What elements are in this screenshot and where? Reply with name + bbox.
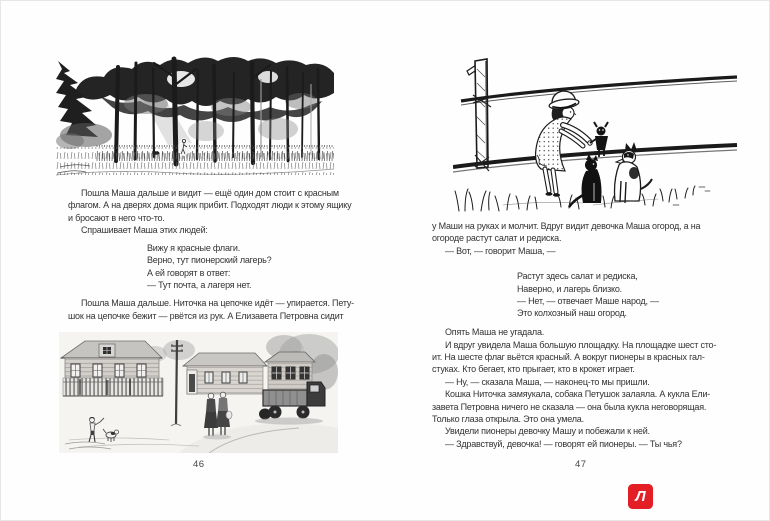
text-line: огороде растут салат и редиска.: [432, 233, 562, 244]
text-line: Наверно, и лагерь близко.: [517, 283, 622, 294]
understory: [258, 118, 298, 140]
cat: [569, 154, 602, 207]
text-line: завета Петровна ничего не сказала — она была кукла неговорящая.: [432, 401, 707, 412]
text-line: А ей говорят в ответ:: [147, 267, 231, 278]
page-number-right: 47: [575, 459, 587, 470]
text-line: ит. На шесте флаг вьётся красный. А вокруг пионеры в красных гал-: [432, 352, 705, 363]
text-line: и бросают в него что-то.: [68, 212, 165, 223]
text-line: — Нет, — отвечает Маше народ, —: [517, 295, 659, 306]
logo-letter: Л: [635, 488, 646, 505]
text-line: Пошла Маша дальше. Ниточка на цепочке идёт — упирается. Пету-: [81, 298, 354, 309]
left-page-text: [68, 187, 354, 322]
text-line: Верно, тут пионерский лагерь?: [147, 255, 272, 266]
text-line: — Ну, — сказала Маша, — наконец-то мы пришли.: [445, 376, 650, 387]
text-line: шок на цепочке бежит — рвётся из рук. А Елизавета Петровна сидит: [68, 310, 344, 321]
tree-canopy: [74, 57, 334, 122]
girl-fence-svg: [453, 55, 738, 212]
mid-foliage: [285, 93, 317, 109]
text-line: — Вот, — говорит Маша, —: [445, 245, 556, 256]
right-page-text: [432, 220, 734, 450]
labirint-watermark-logo: [628, 484, 653, 509]
text-line: Вижу я красные флаги.: [147, 243, 240, 254]
mid-foliage: [211, 98, 251, 116]
left-house: [61, 341, 163, 396]
understory: [188, 121, 224, 141]
text-line: Опять Маша не угадала.: [445, 327, 545, 338]
text-line: — Здравствуй, девочка! — говорят ей пионеры. — Ты чья?: [445, 438, 682, 449]
small-figure: [179, 138, 189, 156]
small-animal: [153, 151, 160, 155]
upper-rail: [461, 77, 737, 107]
text-line: Это колхозный наш огород.: [517, 308, 627, 319]
text-line: — Тут почта, а лагеря нет.: [147, 280, 252, 291]
page-number-left: 46: [193, 459, 205, 470]
village-scene-svg: [59, 332, 338, 453]
fence-post: [467, 59, 488, 168]
forest-scene-svg: [56, 49, 334, 181]
text-line: Только глаза открыла. Это она умела.: [432, 413, 584, 424]
mid-foliage: [124, 94, 168, 114]
forest-illustration: [56, 49, 334, 181]
bushes: [56, 133, 84, 149]
grass: [96, 145, 334, 163]
text-line: Пошла Маша дальше и видит — ещё один дом стоит с красным: [81, 188, 339, 198]
text-line: флагом. А на дверях дома ящик прибит. Подходят люди к этому ящику: [68, 200, 352, 211]
girl-fence-illustration: [453, 55, 738, 212]
text-line: Кошка Ниточка замяукала, собака Петушок залаяла. А кукла Ели-: [445, 389, 711, 400]
middle-house: [183, 353, 267, 394]
text-line: стуках. Кто бегает, кто прыгает, кто в крокет играет.: [432, 364, 635, 375]
text-line: Растут здесь салат и редиска,: [517, 271, 638, 282]
text-line: И вдруг увидела Маша большую площадку. На площадке шест сто-: [445, 339, 717, 350]
text-line: Спрашивает Маша этих людей:: [81, 225, 208, 236]
village-illustration: [59, 332, 338, 453]
text-line: у Маши на руках и молчит. Вдруг видит девочка Маша огород, а на: [432, 221, 701, 231]
text-line: Увидели пионеры девочку Машу и побежали к ней.: [445, 426, 650, 437]
